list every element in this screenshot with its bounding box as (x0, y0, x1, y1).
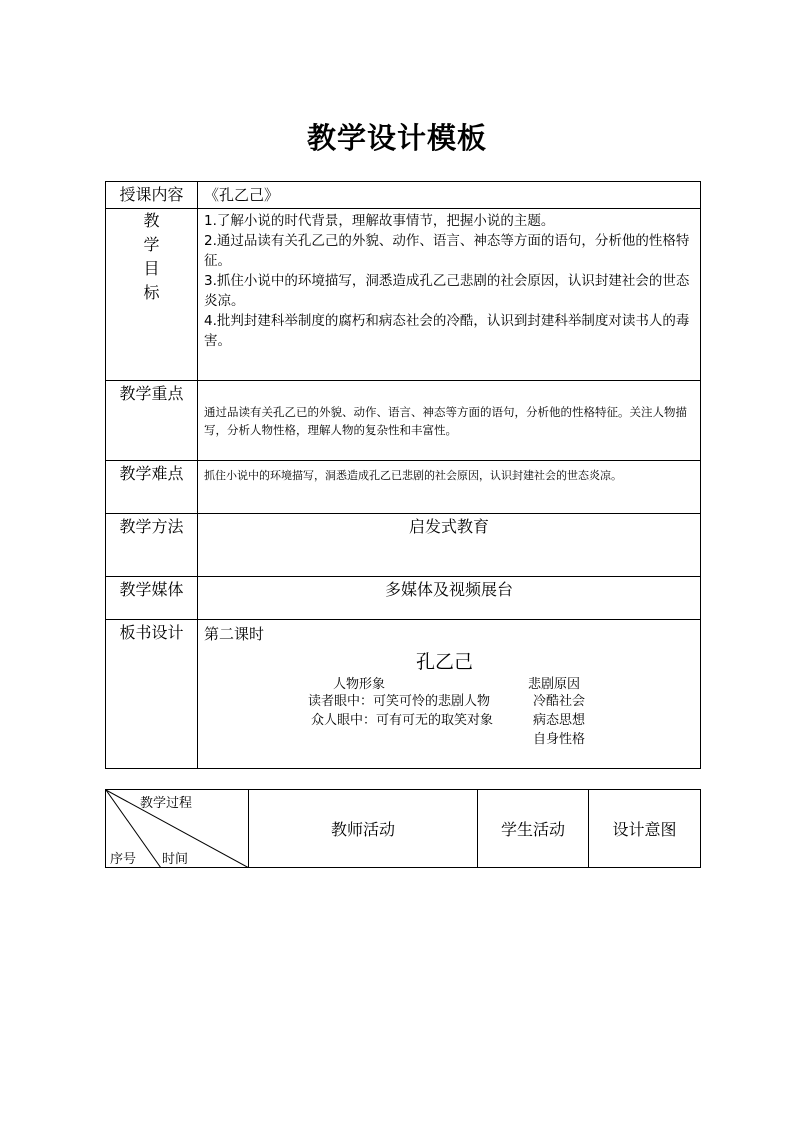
process-corner-cell (106, 790, 249, 868)
media-value: 多媒体及视频展台 (198, 577, 701, 620)
board-heading: 孔乙己 (416, 651, 474, 673)
goals-label-char: 教 (143, 211, 160, 230)
board-left-line: 众人眼中：可有可无的取笑对象 (311, 713, 494, 728)
difficulties-label: 教学难点 (106, 461, 198, 514)
difficulties-text: 抓住小说中的环境描写，洞悉造成孔乙已悲剧的社会原因，认识封建社会的世态炎凉。 (204, 469, 622, 482)
board-right-line: 病态思想 (533, 713, 586, 728)
content-value-cell (198, 182, 701, 209)
board-session: 第二课时 (204, 625, 265, 643)
board-label: 板书设计 (106, 620, 198, 769)
col-teacher-activity: 教师活动 (249, 790, 478, 868)
key-points-label: 教学重点 (106, 381, 198, 461)
goals-cell (198, 209, 701, 381)
board-right-head: 悲剧原因 (528, 677, 581, 692)
key-points-text: 通过品读有关孔乙已的外貌、动作、语言、神态等方面的语句，分析他的性格特征。关注人物描写，分析人物性格，理解人物的复杂性和丰富性。 (204, 404, 687, 437)
board-left-head: 人物形象 (333, 677, 386, 692)
goals-list (198, 209, 700, 353)
method-label: 教学方法 (106, 514, 198, 577)
key-points-cell (198, 381, 701, 461)
corner-top-label: 教学过程 (140, 796, 193, 811)
goals-label-chars (143, 209, 159, 305)
corner-bottom-left-label: 序号 (110, 852, 137, 867)
content-label: 授课内容 (106, 182, 198, 209)
board-cell (198, 620, 701, 769)
lesson-plan-table (105, 181, 701, 769)
board-right-line: 自身性格 (533, 732, 586, 747)
goal-item: 1.了解小说的时代背景，理解故事情节，把握小说的主题。 (204, 213, 555, 229)
page-title: 教学设计模板 (306, 121, 487, 155)
process-table (105, 789, 701, 868)
difficulties-cell (198, 461, 701, 514)
board-design (198, 620, 700, 768)
board-right-line: 冷酷社会 (533, 694, 586, 709)
goals-label-char: 标 (143, 283, 160, 302)
goals-label-char: 目 (143, 259, 160, 278)
col-student-activity: 学生活动 (478, 790, 589, 868)
goals-label-char: 学 (143, 235, 160, 254)
board-left-line: 读者眼中：可笑可怜的悲剧人物 (308, 694, 491, 709)
content-value: 《孔乙己》 (204, 186, 280, 204)
corner-bottom-mid-label: 时间 (162, 852, 189, 867)
method-value: 启发式教育 (198, 514, 701, 577)
goal-item: 2.通过品读有关孔乙己的外貌、动作、语言、神态等方面的语句，分析他的性格特征。 (204, 233, 690, 269)
goal-item: 4.批判封建科举制度的腐朽和病态社会的冷酷，认识到封建科举制度对读书人的毒害。 (204, 313, 690, 349)
corner-diagonal (106, 790, 248, 867)
goals-label (106, 209, 198, 381)
col-design-intent: 设计意图 (589, 790, 701, 868)
media-label: 教学媒体 (106, 577, 198, 620)
goal-item: 3.抓住小说中的环境描写，洞悉造成孔乙己悲剧的社会原因，认识封建社会的世态炎凉。 (204, 273, 690, 309)
